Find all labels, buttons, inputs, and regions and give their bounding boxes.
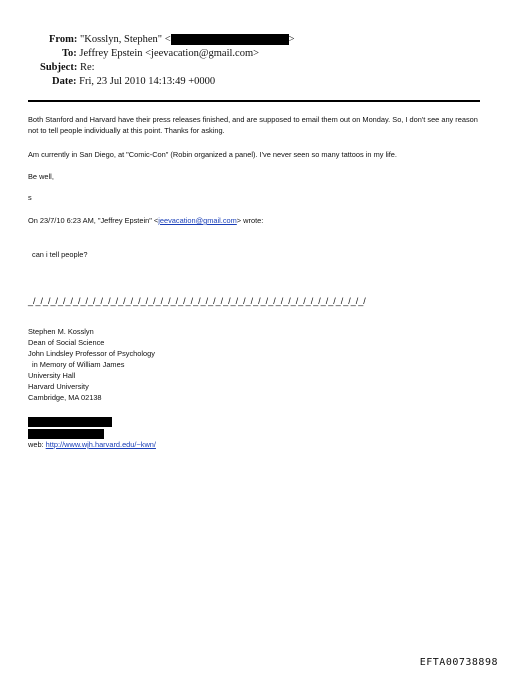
- body-paragraph-2: Am currently in San Diego, at "Comic-Con" (Robin organized a panel). I've never seen so many tattoos in my life.: [28, 150, 397, 159]
- quote-intro-start: On 23/7/10 6:23 AM, "Jeffrey Epstein" <: [28, 216, 159, 225]
- sender-initial: s: [28, 193, 32, 202]
- quote-intro: [28, 216, 263, 227]
- header-divider: [28, 100, 480, 102]
- redaction-block: [171, 34, 289, 45]
- signature-professorship: John Lindsley Professor of Psychology: [28, 349, 155, 358]
- to-label: To:: [62, 48, 77, 59]
- date-line: [52, 75, 215, 89]
- to-line: [62, 47, 259, 61]
- from-value: "Kosslyn, Stephen" <: [80, 34, 171, 45]
- web-link[interactable]: http://www.wjh.harvard.edu/~kwn/: [45, 440, 156, 449]
- signature-title: Dean of Social Science: [28, 338, 105, 347]
- quote-email-link[interactable]: jeevacation@gmail.com: [158, 216, 237, 225]
- bates-number: EFTA00738898: [419, 657, 498, 668]
- from-value-end: >: [288, 34, 295, 45]
- from-line: [49, 33, 295, 47]
- signature-web: [28, 440, 156, 451]
- quote-intro-end: > wrote:: [236, 216, 264, 225]
- quoted-message: can i tell people?: [32, 250, 88, 259]
- body-paragraph-1: Both Stanford and Harvard have their press releases finished, and are supposed to email them out on Monday. So, I don't see any reason not to tell people individually at this point. Thanks for asking.: [28, 115, 478, 135]
- redaction-block: [28, 429, 104, 439]
- date-label: Date:: [52, 76, 77, 87]
- subject-line: [40, 61, 95, 75]
- signature-building: University Hall: [28, 371, 76, 380]
- subject-label: Subject:: [40, 62, 78, 73]
- to-value: Jeffrey Epstein <jeevacation@gmail.com>: [79, 48, 260, 59]
- signature-address: Cambridge, MA 02138: [28, 393, 102, 402]
- subject-value: Re:: [79, 62, 95, 73]
- redaction-block: [28, 417, 112, 427]
- from-label: From:: [49, 34, 78, 45]
- signature-name: Stephen M. Kosslyn: [28, 327, 94, 336]
- signature-separator: _/_/_/_/_/_/_/_/_/_/_/_/_/_/_/_/_/_/_/_/_/_/_/_/_/_/_/_/_/_/_/_/_/_/_/_/_/_/_/_/_/_/_/_/_/: [28, 296, 366, 306]
- web-label: web:: [28, 440, 46, 449]
- signature-university: Harvard University: [28, 382, 89, 391]
- date-value: Fri, 23 Jul 2010 14:13:49 +0000: [79, 76, 216, 87]
- closing: Be well,: [28, 172, 54, 181]
- signature-memory: in Memory of William James: [32, 360, 125, 369]
